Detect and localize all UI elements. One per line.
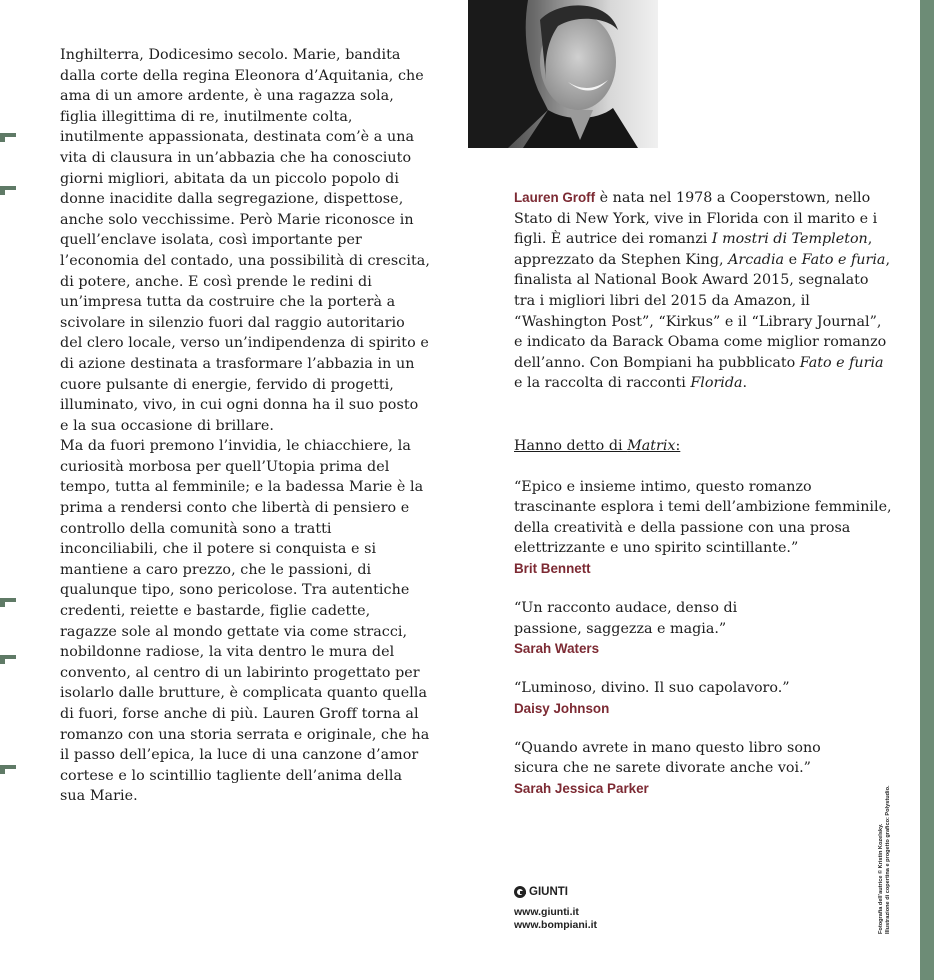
author-bio-and-praise	[514, 188, 894, 798]
bio-text: , apprezzato da Stephen King,	[514, 231, 873, 268]
quote-author: Daisy Johnson	[514, 700, 610, 716]
synopsis-paragraph-2: Ma da fuori premono l’invidia, le chiacchiere, la curiosità morbosa per quell’Utopia prima del tempo, tutta al femminile; e la badessa Marie è la prima a rendersi conto che libertà di pensiero e controllo della comunità sono a tratti inconciliabili, che il potere si conquista e si mantiene a caro prezzo, che le passioni, di qualunque tipo, sono pericolose. Tra autentiche credenti, reiette e bastarde, figlie cadette, ragazze sole al mondo gettate via come stracci, nobildonne radiose, la vita dentro le mura del convento, al centro di un labirinto progettato per isolarlo dalle brutture, è complicata quanto quella di fuori, forse anche di più. Lauren Groff torna al romanzo con una storia serrata e originale, che ha il passo dell’epica, la luce di una canzone d’amor cortese e lo scintillio tagliente dell’anima della sua Marie.	[60, 438, 430, 805]
credit-line: Illustrazione di copertina e progetto grafico: Polystudio.	[885, 785, 891, 934]
praise-heading-title: Matrix	[627, 437, 676, 454]
crop-mark	[0, 133, 16, 137]
praise-heading-prefix: Hanno detto di	[514, 437, 628, 454]
quote-text: “Quando avrete in mano questo libro sono sicura che ne sarete divorate anche voi.”	[514, 739, 821, 777]
crop-mark	[0, 598, 16, 602]
publisher-urls	[514, 906, 597, 932]
praise-quote	[514, 678, 894, 718]
photo-credits	[878, 785, 892, 934]
praise-heading-suffix: :	[675, 437, 681, 454]
crop-mark	[0, 655, 16, 659]
bio-text: è nata nel 1978 a Cooperstown, nello Stato di New York, vive in Florida con il marito e i figli. È autrice dei romanzi	[514, 190, 878, 248]
praise-heading	[514, 436, 894, 457]
author-bio	[514, 188, 894, 394]
book-title: Florida	[690, 375, 743, 392]
bio-text: e	[784, 251, 802, 268]
bio-text: , finalista al National Book Award 2015, segnalato tra i migliori libri del 2015 da Amazon, il “Washington Post”, “Kirkus” e il “Library Journal”, e indicato da Barack Obama come miglior romanzo dell’anno. Con Bompiani ha pubblicato	[514, 251, 890, 371]
publisher-block	[514, 886, 597, 932]
green-edge-strip	[920, 0, 934, 980]
synopsis	[60, 45, 430, 807]
book-title: I mostri di Templeton	[711, 231, 868, 248]
book-title: Fato e furia	[799, 354, 884, 371]
quote-text: “Un racconto audace, denso di passione, saggezza e magia.”	[514, 599, 738, 637]
synopsis-paragraph-1: Inghilterra, Dodicesimo secolo. Marie, bandita dalla corte della regina Eleonora d’Aquitania, che ama di un amore ardente, è una ragazza sola, figlia illegittima di re, inutilmente colta, inutilmente appassionata, destinata com’è a una vita di clausura in un’abbazia che ha conosciuto giorni migliori, abitata da un piccolo popolo di donne inacidite dalla segregazione, dispettose, anche solo vecchissime. Però Marie riconosce in quell’enclave isolata, così importante per l’economia del contado, una possibilità di crescita, di potere, anche. E così prende le redini di un’impresa tutta da costruire che la porterà a scivolare in silenzio fuori dal raggio autoritario del clero locale, verso un’indipendenza di spirito e di azione destinata a trasformare l’abbazia in un cuore pulsante di energie, fervido di progetti, illuminato, vivo, in cui ogni donna ha il suo posto e la sua occasione di brillare.	[60, 47, 430, 434]
bio-text: .	[742, 375, 748, 392]
quote-author: Sarah Waters	[514, 641, 600, 657]
quote-author: Sarah Jessica Parker	[514, 780, 649, 796]
praise-quote	[514, 477, 894, 578]
quote-text: “Epico e insieme intimo, questo romanzo trascinante esplora i temi dell’ambizione femminile, della creatività e della passione con una prosa elettrizzante e uno spirito scintillante.”	[514, 478, 892, 557]
publisher-url: www.giunti.it	[514, 906, 579, 918]
publisher-logo	[514, 886, 597, 898]
publisher-url: www.bompiani.it	[514, 919, 598, 931]
publisher-logo-text: GIUNTI	[529, 886, 568, 898]
bio-text: e la raccolta di racconti	[514, 375, 691, 392]
praise-quote	[514, 598, 804, 658]
author-name: Lauren Groff	[514, 190, 596, 205]
praise-quote	[514, 738, 859, 798]
giunti-logo-icon	[514, 886, 526, 898]
author-photo	[468, 0, 658, 148]
book-title: Fato e furia	[801, 251, 886, 268]
quote-author: Brit Bennett	[514, 560, 591, 576]
crop-mark	[0, 765, 16, 769]
credit-line: Fotografia dell’autrice © Kristin Kozelsky.	[878, 823, 884, 934]
book-title: Arcadia	[728, 251, 785, 268]
crop-mark	[0, 186, 16, 190]
quote-text: “Luminoso, divino. Il suo capolavoro.”	[514, 680, 790, 697]
